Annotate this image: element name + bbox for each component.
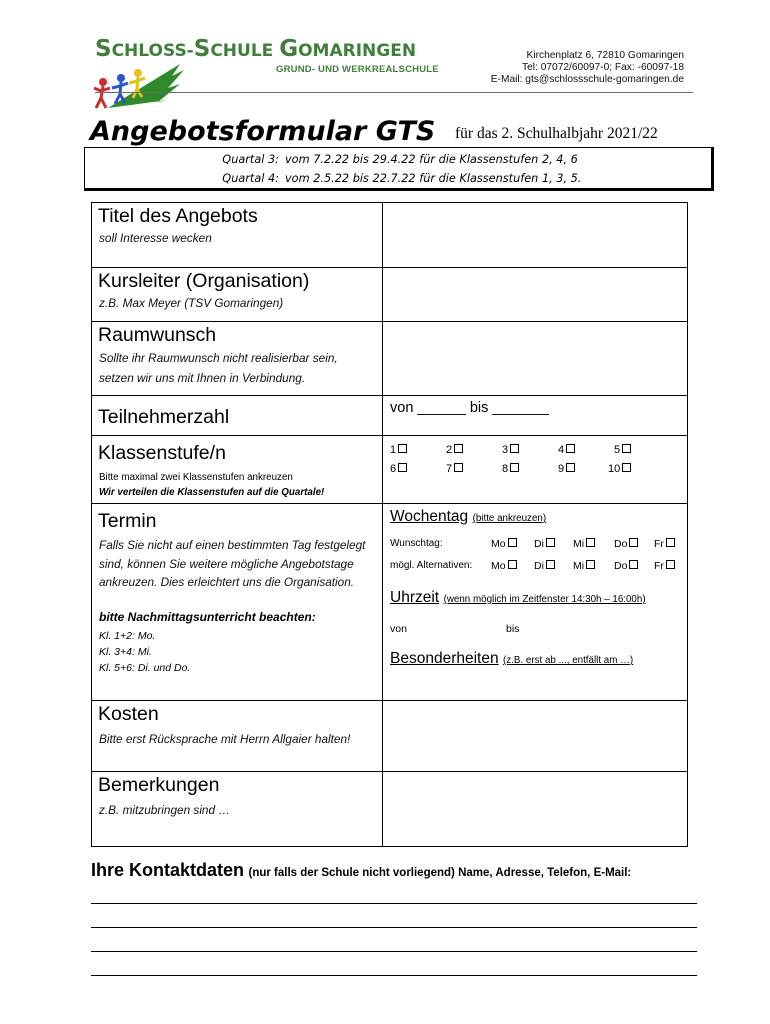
- max-participants-field[interactable]: _______: [492, 400, 549, 416]
- uhrzeit-heading: Uhrzeit (wenn möglich im Zeitfenster 14:30h – 16:00h): [390, 589, 646, 606]
- wunsch-day-option[interactable]: Do: [614, 538, 638, 550]
- field-title: Termin: [98, 510, 157, 532]
- checkbox[interactable]: [398, 444, 407, 453]
- row-titel: [92, 203, 688, 268]
- label-cell: [92, 436, 383, 504]
- quarter-text: vom 7.2.22 bis 29.4.22 für die Klassenstufen 2, 4, 6: [285, 153, 578, 166]
- contact-heading: [91, 860, 631, 881]
- alt-day-option[interactable]: Do: [614, 560, 638, 572]
- checkbox[interactable]: [508, 560, 517, 569]
- class-option[interactable]: 4: [558, 444, 575, 456]
- quarter-label: Quartal 3:: [222, 153, 279, 166]
- row-termin: [92, 504, 688, 701]
- alt-day-option[interactable]: Di: [534, 560, 555, 572]
- afternoon-list: [92, 628, 382, 676]
- checkbox[interactable]: [566, 463, 575, 472]
- besonderheiten-heading: Besonderheiten (z.B. erst ab ..., entfällt am …): [390, 650, 634, 667]
- field-hint: Bitte erst Rücksprache mit Herrn Allgaier halten!: [99, 732, 351, 746]
- label-cell: [92, 396, 383, 436]
- email-line: E-Mail: gts@schlossschule-gomaringen.de: [490, 74, 684, 85]
- class-option[interactable]: 3: [502, 444, 519, 456]
- school-name: SCHLOSS-SCHULE GOMARINGEN: [95, 36, 417, 62]
- page-subtitle: für das 2. Schulhalbjahr 2021/22: [455, 125, 658, 142]
- kosten-input-cell[interactable]: [383, 701, 688, 772]
- field-hint: [92, 346, 382, 388]
- row-kosten: [92, 701, 688, 772]
- class-option[interactable]: 6: [390, 463, 407, 475]
- checkbox[interactable]: [666, 538, 675, 547]
- school-subtitle: GRUND- UND WERKREALSCHULE: [276, 64, 439, 75]
- contact-line-1[interactable]: [91, 903, 697, 904]
- label-cell: [92, 322, 383, 396]
- phone-line: Tel: 07072/60097-0; Fax: -60097-18: [522, 62, 684, 73]
- von-label: von: [390, 400, 414, 416]
- checkbox[interactable]: [666, 560, 675, 569]
- afternoon-item: Kl. 1+2: Mo.: [99, 629, 156, 642]
- field-hint: z.B. mitzubringen sind …: [99, 803, 231, 817]
- address-line: Kirchenplatz 6, 72810 Gomaringen: [526, 50, 684, 61]
- label-cell: [92, 701, 383, 772]
- titel-input-cell[interactable]: [383, 203, 688, 268]
- quarter-text: vom 2.5.22 bis 22.7.22 für die Klassenstufen 1, 3, 5.: [285, 172, 582, 185]
- checkbox[interactable]: [546, 538, 555, 547]
- checkbox[interactable]: [629, 560, 638, 569]
- checkbox[interactable]: [622, 463, 631, 472]
- checkbox[interactable]: [510, 444, 519, 453]
- offer-form-table: [91, 202, 688, 847]
- bis-label: bis: [469, 400, 489, 416]
- field-title: Kursleiter (Organisation): [98, 270, 310, 292]
- klassen-cell: [383, 436, 688, 504]
- header-divider: [95, 92, 693, 93]
- field-hint: [92, 534, 382, 592]
- class-option[interactable]: 1: [390, 444, 407, 456]
- afternoon-item: Kl. 3+4: Mi.: [99, 645, 152, 658]
- raum-input-cell[interactable]: [383, 322, 688, 396]
- row-teilnehmer: [92, 396, 688, 436]
- termin-cell: [383, 504, 688, 701]
- checkbox[interactable]: [454, 463, 463, 472]
- bemerkungen-input-cell[interactable]: [383, 772, 688, 847]
- wunsch-day-option[interactable]: Fr: [654, 538, 675, 550]
- hint-line: Sollte ihr Raumwunsch nicht realisierbar sein,: [99, 351, 338, 365]
- checkbox[interactable]: [510, 463, 519, 472]
- checkbox[interactable]: [398, 463, 407, 472]
- wunsch-day-option[interactable]: Mo: [491, 538, 517, 550]
- field-hint-bold: Wir verteilen die Klassenstufen auf die Quartale!: [99, 487, 325, 498]
- checkbox[interactable]: [508, 538, 517, 547]
- alt-day-option[interactable]: Mo: [491, 560, 517, 572]
- class-option[interactable]: 8: [502, 463, 519, 475]
- page-title: Angebotsformular GTS: [90, 116, 436, 147]
- field-title: Klassenstufe/n: [98, 442, 226, 464]
- field-hint: soll Interesse wecken: [99, 231, 212, 245]
- checkbox[interactable]: [629, 538, 638, 547]
- class-option[interactable]: 5: [614, 444, 631, 456]
- field-title: Kosten: [98, 703, 159, 725]
- checkbox[interactable]: [622, 444, 631, 453]
- afternoon-notice: bitte Nachmittagsunterricht beachten:: [99, 609, 316, 624]
- contact-line-2[interactable]: [91, 927, 697, 928]
- uhrzeit-bis-field[interactable]: bis: [506, 623, 520, 635]
- class-option[interactable]: 9: [558, 463, 575, 475]
- alternativen-label: mögl. Alternativen:: [390, 560, 473, 571]
- row-klassen: [92, 436, 688, 504]
- wochentag-heading: Wochentag (bitte ankreuzen): [390, 508, 547, 525]
- teilnehmer-range: [390, 400, 549, 416]
- hint-line: sind, können Sie weitere mögliche Angebotstage: [99, 556, 354, 571]
- checkbox[interactable]: [586, 538, 595, 547]
- class-option[interactable]: 7: [446, 463, 463, 475]
- checkbox[interactable]: [454, 444, 463, 453]
- label-cell: [92, 268, 383, 322]
- field-hint: Bitte maximal zwei Klassenstufen ankreuzen: [99, 472, 293, 483]
- hint-line: ankreuzen. Dies erleichtert uns die Organisation.: [99, 575, 355, 589]
- row-raum: [92, 322, 688, 396]
- checkbox[interactable]: [566, 444, 575, 453]
- wunsch-day-option[interactable]: Di: [534, 538, 555, 550]
- wunschtag-label: Wunschtag:: [390, 538, 443, 549]
- kursleiter-input-cell[interactable]: [383, 268, 688, 322]
- min-participants-field[interactable]: ______: [417, 400, 466, 416]
- field-hint: z.B. Max Meyer (TSV Gomaringen): [99, 296, 284, 310]
- alt-day-option[interactable]: Fr: [654, 560, 675, 572]
- contact-title: Ihre Kontaktdaten: [91, 860, 245, 880]
- field-title: Raumwunsch: [98, 324, 217, 346]
- field-title: Titel des Angebots: [98, 205, 258, 227]
- class-option[interactable]: 10: [608, 463, 631, 475]
- school-logo: [88, 58, 188, 114]
- uhrzeit-von-field[interactable]: von: [390, 623, 407, 635]
- hint-line: setzen wir uns mit Ihnen in Verbindung.: [99, 371, 306, 385]
- contact-line-4[interactable]: [91, 975, 697, 976]
- class-option[interactable]: 2: [446, 444, 463, 456]
- field-title: Teilnehmerzahl: [98, 406, 230, 428]
- label-cell: [92, 504, 383, 701]
- hint-line: Falls Sie nicht auf einen bestimmten Tag festgelegt: [99, 538, 366, 552]
- row-bemerkungen: [92, 772, 688, 847]
- wunsch-day-option[interactable]: Mi: [573, 538, 595, 550]
- quarter-label: Quartal 4:: [222, 172, 279, 185]
- label-cell: [92, 772, 383, 847]
- checkbox[interactable]: [586, 560, 595, 569]
- contact-line-3[interactable]: [91, 951, 697, 952]
- field-title: Bemerkungen: [98, 774, 220, 796]
- alt-day-option[interactable]: Mi: [573, 560, 595, 572]
- checkbox[interactable]: [546, 560, 555, 569]
- teilnehmer-cell: [383, 396, 688, 436]
- label-cell: [92, 203, 383, 268]
- row-kursleiter: [92, 268, 688, 322]
- contact-note: (nur falls der Schule nicht vorliegend) Name, Adresse, Telefon, E-Mail:: [248, 867, 632, 879]
- quarters-box: [84, 147, 714, 191]
- afternoon-item: Kl. 5+6: Di. und Do.: [99, 661, 191, 674]
- school-address: [491, 50, 684, 86]
